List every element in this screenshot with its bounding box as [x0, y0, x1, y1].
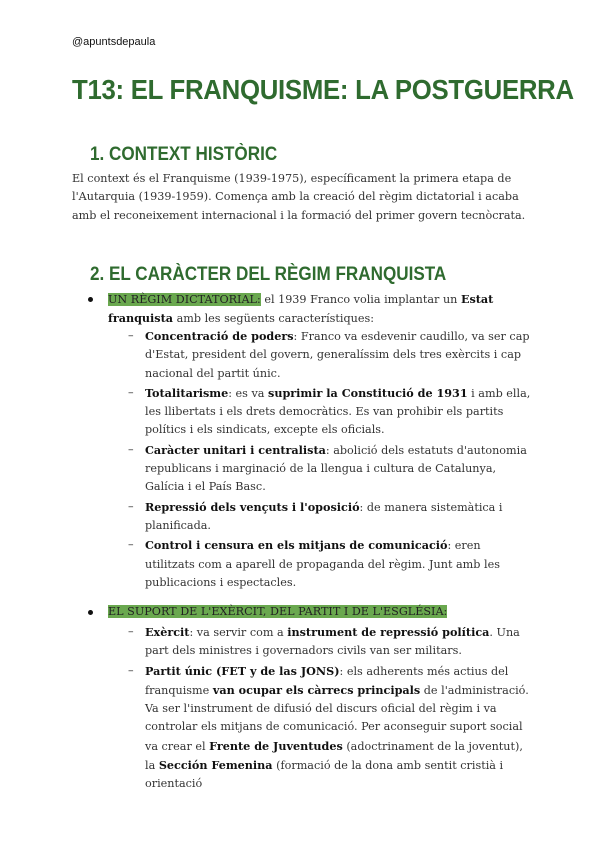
dash-marker: –: [128, 385, 134, 399]
item-bold: Totalitarisme: [145, 385, 229, 400]
item-text: : va servir com a: [189, 626, 288, 639]
item-text-2: de l'administració. Va ser l'instrument de difusió del discurs oficial del règim i va controlar els mitjans de comunicació. Per aconseguir suport social va crear el: [145, 683, 529, 753]
list-item: [128, 384, 532, 440]
highlighted-label: UN RÈGIM DICTATORIAL:: [108, 293, 261, 306]
item-bold: Partit únic (FET y de las JONS): [145, 663, 340, 678]
characteristics-list: [128, 327, 532, 593]
bullet-dot: [88, 610, 93, 615]
item-text: : els adherents més actius del franquisme: [145, 664, 509, 697]
bullet-dot: [88, 297, 93, 302]
bullet-text: [88, 603, 534, 621]
item-bold-3: Frente de Juventudes: [209, 738, 343, 753]
support-list: [128, 623, 532, 795]
list-item: [128, 498, 532, 536]
item-bold: Caràcter unitari i centralista: [145, 442, 326, 457]
item-text: : abolició dels estatuts d'autonomia republicans i marginació de la llengua i cultura de Catalunya, Galícia i el País Basc.: [145, 443, 527, 494]
bullet-text-b: amb les següents característiques:: [173, 312, 374, 326]
bullet-text: [88, 290, 534, 329]
item-text-2: i amb ella, les llibertats i els drets democràtics. Es van prohibir els partits polítics i els sindicats, excepte els oficials.: [145, 386, 531, 437]
author-handle: @apuntsdepaula: [72, 36, 156, 48]
item-bold: Exèrcit: [145, 625, 190, 639]
item-text: : es va: [228, 386, 269, 400]
item-text: : Franco va esdevenir caudillo, va ser cap d'Estat, president del govern, generalíssim dels tres exèrcits i cap nacional del partit únic.: [145, 330, 530, 380]
item-bold-2: instrument de repressió política: [287, 625, 490, 639]
item-bold: Concentració de poders: [145, 329, 294, 343]
section-heading-context: 1. CONTEXT HISTÒRIC: [90, 144, 278, 165]
item-bold-2: van ocupar els càrrecs principals: [212, 682, 421, 697]
dash-marker: –: [128, 625, 134, 638]
dash-marker: –: [128, 442, 134, 456]
list-item: [128, 327, 532, 383]
item-bold: Repressió dels vençuts i l'oposició: [145, 499, 360, 514]
item-text-4: (formació de la dona amb sentit cristià i orientació: [145, 759, 504, 791]
item-bold-2: suprimir la Constitució de 1931: [268, 385, 468, 400]
bullet-text-a: el 1939 Franco volia implantar un: [260, 293, 461, 306]
item-text: : de manera sistemàtica i planificada.: [145, 500, 503, 532]
list-item: [128, 536, 532, 592]
context-paragraph: El context és el Franquisme (1939-1975), específicament la primera etapa de l'Autarquia (1939-1959). Comença amb la creació del règim dictatorial i acaba amb el reconeixement internacional i la formació del primer govern tecnòcrata.: [72, 172, 526, 222]
item-text-2: . Una part dels ministres i governadors civils van ser militars.: [145, 626, 520, 658]
item-bold-4: Sección Femenina: [158, 758, 273, 773]
dash-marker: –: [128, 538, 134, 552]
list-item: [128, 441, 532, 497]
page-title: T13: EL FRANQUISME: LA POSTGUERRA: [72, 74, 574, 105]
dash-marker: –: [128, 499, 134, 513]
section-heading-regime: 2. EL CARÀCTER DEL RÈGIM FRANQUISTA: [90, 264, 447, 285]
item-bold: Control i censura en els mitjans de comunicació: [145, 538, 448, 553]
list-item: [128, 662, 532, 794]
dash-marker: –: [128, 329, 134, 342]
bullet-bold: Estat franquista: [108, 292, 494, 326]
highlighted-label: EL SUPORT DE L'EXÈRCIT, DEL PARTIT I DE L'ESGLÉSIA:: [108, 605, 448, 618]
bullet-army-party-church: [88, 603, 534, 621]
list-item: [128, 623, 532, 661]
item-text: : eren utilitzats com a aparell de propaganda del règim. Junt amb les publicacions i espectacles.: [145, 539, 500, 589]
item-text-3: (adoctrinament de la joventut), la: [145, 739, 523, 773]
dash-marker: –: [128, 663, 134, 677]
bullet-dictatorial-regime: [88, 290, 534, 329]
